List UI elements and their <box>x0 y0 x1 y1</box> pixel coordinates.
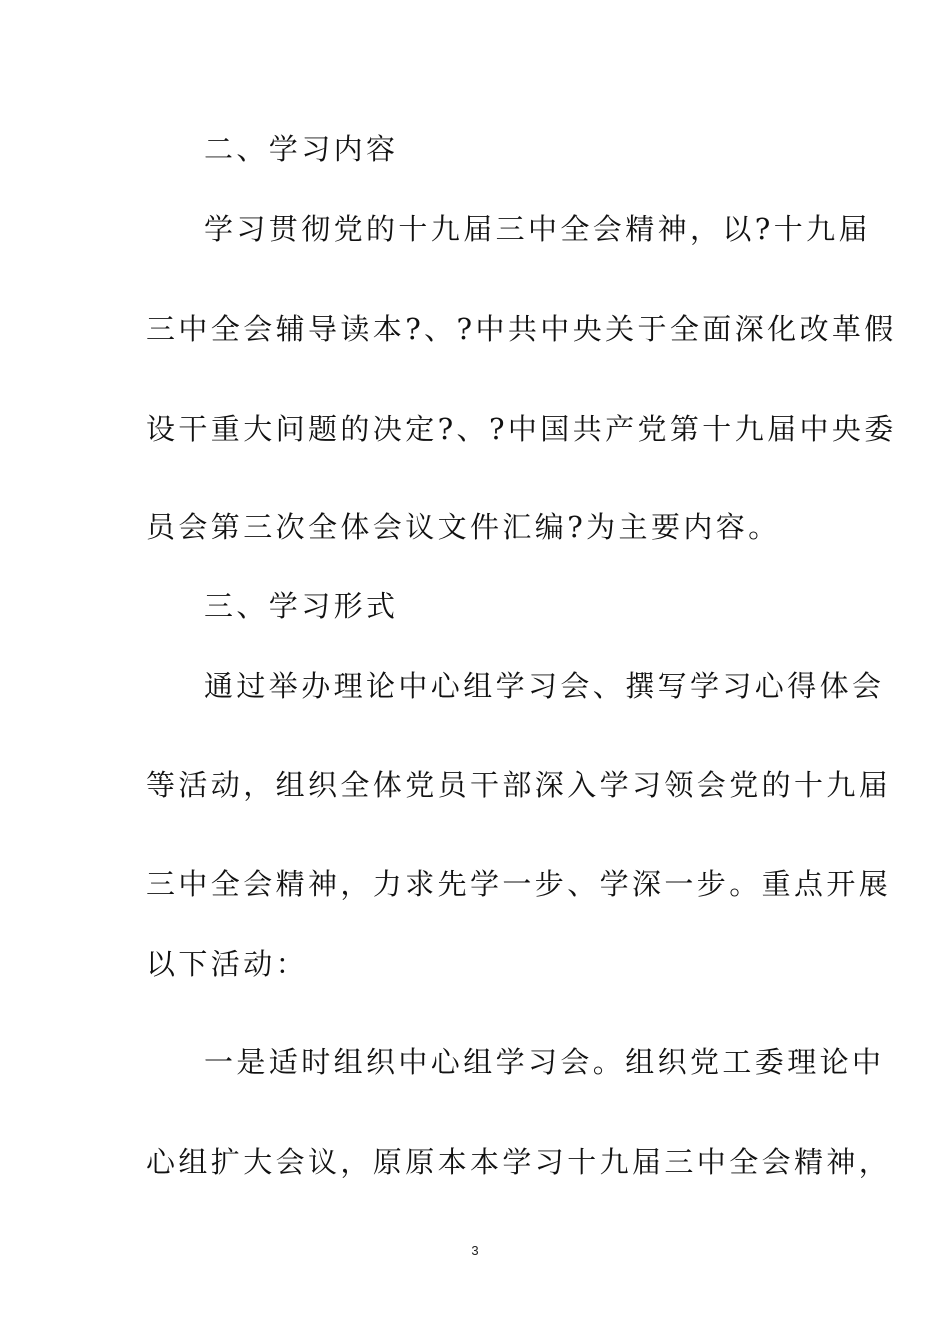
paragraph-line: 等活动，组织全体党员干部深入学习领会党的十九届 <box>146 768 892 802</box>
paragraph-line: 三中全会辅导读本?、?中共中央关于全面深化改革假 <box>146 312 897 346</box>
page-number: 3 <box>471 1243 479 1258</box>
heading-study-content: 二、学习内容 <box>204 132 399 166</box>
paragraph-line: 三中全会精神，力求先学一步、学深一步。重点开展 <box>146 867 892 901</box>
paragraph-line: 学习贯彻党的十九届三中全会精神，以?十九届 <box>204 212 871 246</box>
heading-study-form: 三、学习形式 <box>204 589 399 623</box>
paragraph-line: 通过举办理论中心组学习会、撰写学习心得体会 <box>204 669 885 703</box>
paragraph-line: 以下活动： <box>146 947 309 981</box>
paragraph-line: 一是适时组织中心组学习会。组织党工委理论中 <box>204 1045 885 1079</box>
paragraph-line: 员会第三次全体会议文件汇编?为主要内容。 <box>146 510 781 544</box>
paragraph-line: 设干重大问题的决定?、?中国共产党第十九届中央委 <box>146 412 897 446</box>
paragraph-line: 心组扩大会议，原原本本学习十九届三中全会精神， <box>146 1145 892 1179</box>
